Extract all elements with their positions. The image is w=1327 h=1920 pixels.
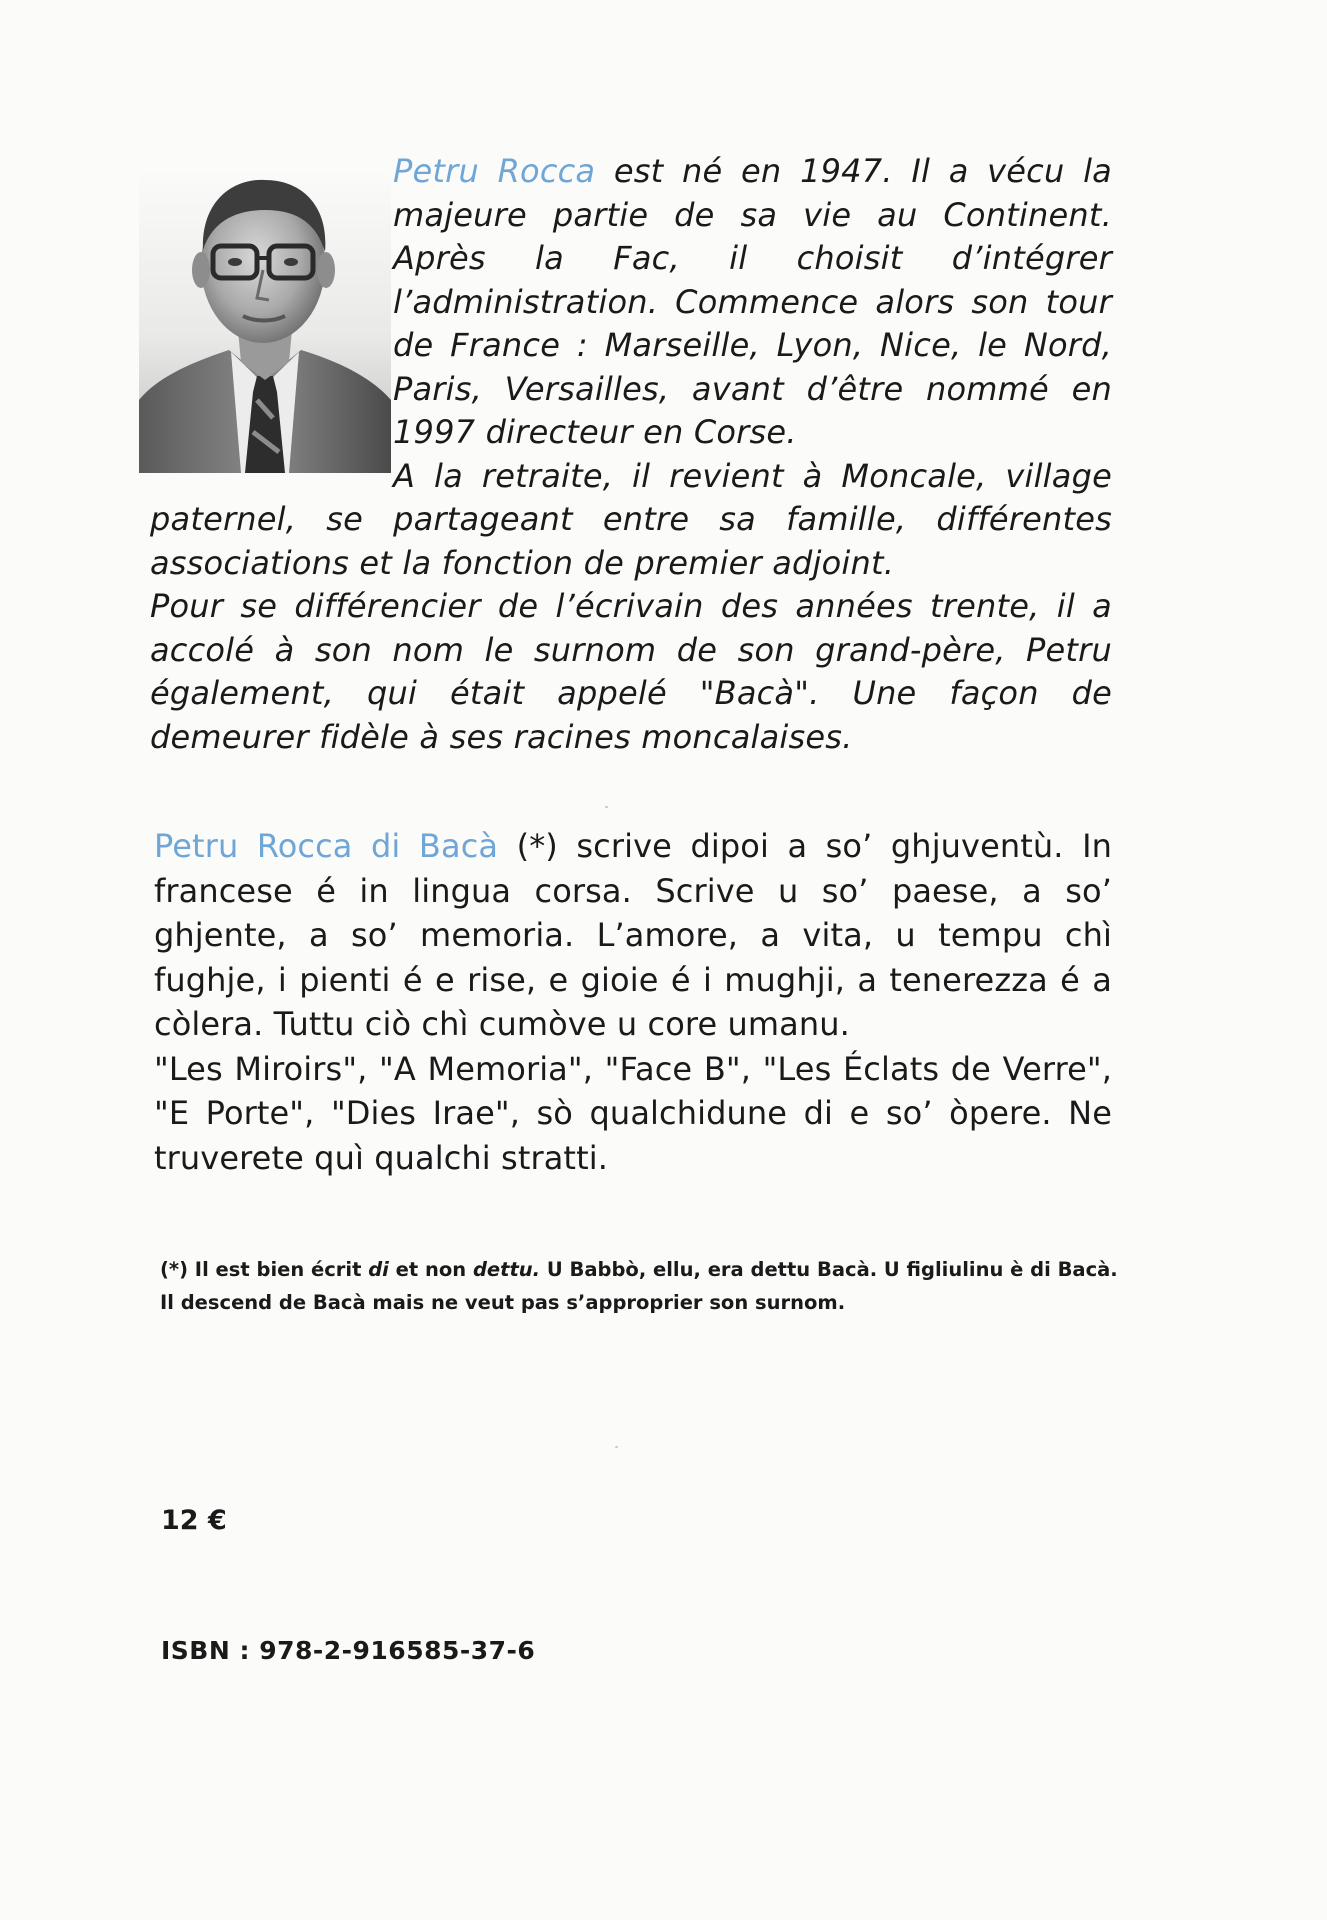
isbn: ISBN : 978-2-916585-37-6 bbox=[161, 1636, 536, 1665]
footnote-text bbox=[160, 1253, 1120, 1319]
price: 12 € bbox=[161, 1505, 227, 1536]
footnote-part-e: U Babbò, ellu, era dettu Bacà. U figliulinu è di Bacà. Il descend de Bacà mais ne veut pas s’approprier son surnom. bbox=[160, 1258, 1118, 1314]
footnote-part-d: dettu. bbox=[472, 1258, 541, 1281]
author-name: Petru Rocca bbox=[393, 152, 596, 190]
author-full-name: Petru Rocca di Bacà bbox=[154, 827, 499, 865]
bio-corsican-text-1: (*) scrive dipoi a so’ ghjuventù. In francese é in lingua corsa. Scrive u so’ paese, a so’ ghjente, a so’ memoria. L’amore, a vita, u tempu chì fughje, i pienti é e rise, e gioie é i mughji, a tenerezza é a còlera. Tuttu ciò chì cumòve u core umanu. bbox=[154, 827, 1112, 1043]
bio-french bbox=[150, 150, 1112, 759]
portrait-spacer bbox=[150, 150, 393, 470]
footnote bbox=[160, 1253, 1120, 1319]
bio-french-paragraph-2: A la retraite, il revient à Moncale, village paternel, se partageant entre sa famille, différentes associations et la fonction de premier adjoint. bbox=[150, 456, 1112, 582]
footnote-part-a: (*) Il est bien écrit bbox=[160, 1258, 369, 1281]
bio-french-paragraph-3: Pour se différencier de l’écrivain des années trente, il a accolé à son nom le surnom de son grand-père, Petru également, qui était appelé "Bacà". Une façon de demeurer fidèle à ses racines moncalaises. bbox=[150, 587, 1112, 756]
bio-french-text-1: est né en 1947. Il a vécu la majeure partie de sa vie au Continent. Après la Fac, il choisit d’intégrer l’administration. Commence alors son tour de France : Marseille, Lyon, Nice, le Nord, Paris, Versailles, avant d’être nommé en 1997 directeur en Corse. bbox=[393, 152, 1112, 451]
footnote-part-b: di bbox=[368, 1258, 389, 1281]
bio-corsican-paragraph-2: "Les Miroirs", "A Memoria", "Face B", "Les Éclats de Verre", "E Porte", "Dies Irae", sò qualchidune di e so’ òpere. Ne truverete quì qualchi stratti. bbox=[154, 1049, 1112, 1177]
bio-corsican-paragraph-1 bbox=[154, 824, 1112, 1047]
scan-speck bbox=[605, 806, 608, 808]
footnote-part-c: et non bbox=[388, 1258, 473, 1281]
scan-speck bbox=[615, 1446, 618, 1448]
bio-corsican bbox=[154, 824, 1112, 1180]
